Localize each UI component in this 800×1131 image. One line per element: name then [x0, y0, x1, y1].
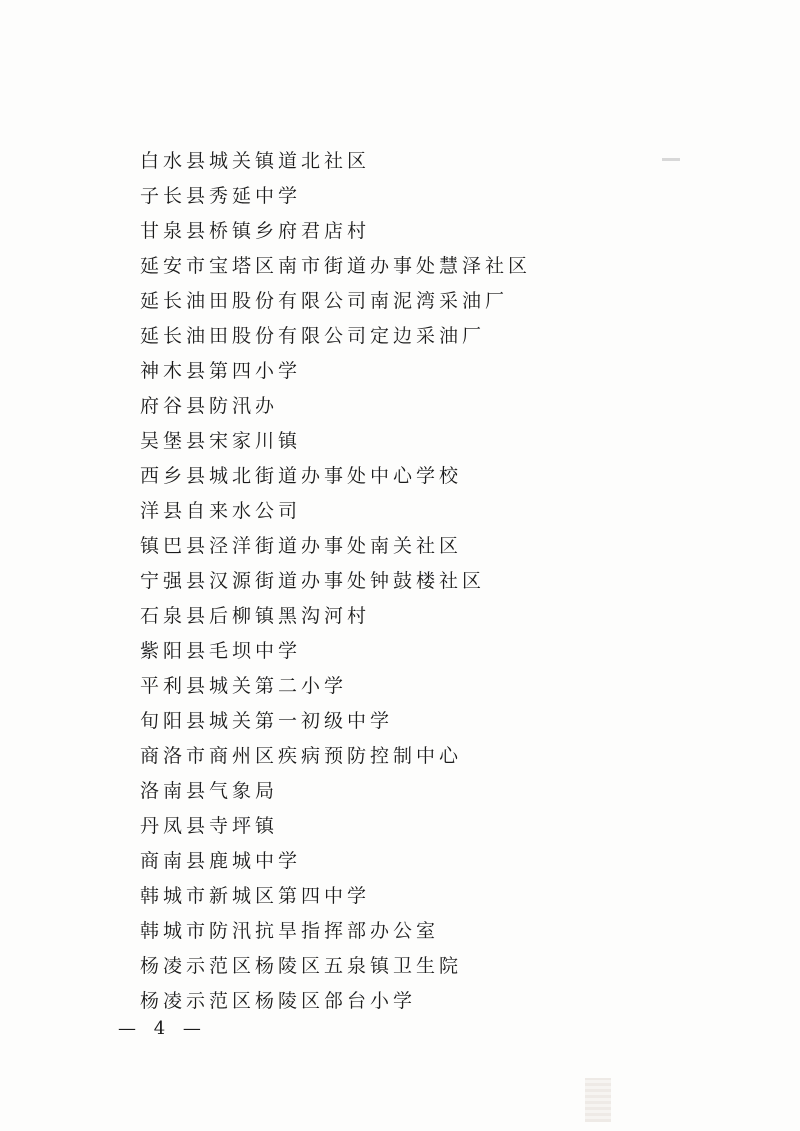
- list-item: 西乡县城北街道办事处中心学校: [140, 465, 463, 487]
- list-item: 石泉县后柳镇黑沟河村: [140, 605, 371, 627]
- list-item: 白水县城关镇道北社区: [140, 150, 371, 172]
- list-item: 延长油田股份有限公司定边采油厂: [140, 325, 486, 347]
- list-item: 杨凌示范区杨陵区郃台小学: [140, 990, 417, 1012]
- list-item: 韩城市防汛抗旱指挥部办公室: [140, 920, 440, 942]
- list-item: 平利县城关第二小学: [140, 675, 348, 697]
- list-item: 镇巴县泾洋街道办事处南关社区: [140, 535, 463, 557]
- list-item: 商洛市商州区疾病预防控制中心: [140, 745, 463, 767]
- list-item: 丹凤县寺坪镇: [140, 815, 279, 837]
- list-item: 延长油田股份有限公司南泥湾采油厂: [140, 290, 509, 312]
- list-item: 子长县秀延中学: [140, 185, 302, 207]
- list-item: 吴堡县宋家川镇: [140, 430, 302, 452]
- list-item: 神木县第四小学: [140, 360, 302, 382]
- list-item: 甘泉县桥镇乡府君店村: [140, 220, 371, 242]
- list-item: 洛南县气象局: [140, 780, 279, 802]
- list-item: 府谷县防汛办: [140, 395, 279, 417]
- scan-mark: [662, 158, 680, 161]
- list-item: 延安市宝塔区南市街道办事处慧泽社区: [140, 255, 532, 277]
- list-item: 洋县自来水公司: [140, 500, 302, 522]
- list-item: 宁强县汉源街道办事处钟鼓楼社区: [140, 570, 486, 592]
- binding-mark: [585, 1078, 611, 1122]
- list-item: 商南县鹿城中学: [140, 850, 302, 872]
- list-item: 紫阳县毛坝中学: [140, 640, 302, 662]
- organization-list: [140, 144, 531, 1019]
- list-item: 旬阳县城关第一初级中学: [140, 710, 394, 732]
- page-number: — 4 —: [118, 1018, 207, 1039]
- list-item: 韩城市新城区第四中学: [140, 885, 371, 907]
- list-item: 杨凌示范区杨陵区五泉镇卫生院: [140, 955, 463, 977]
